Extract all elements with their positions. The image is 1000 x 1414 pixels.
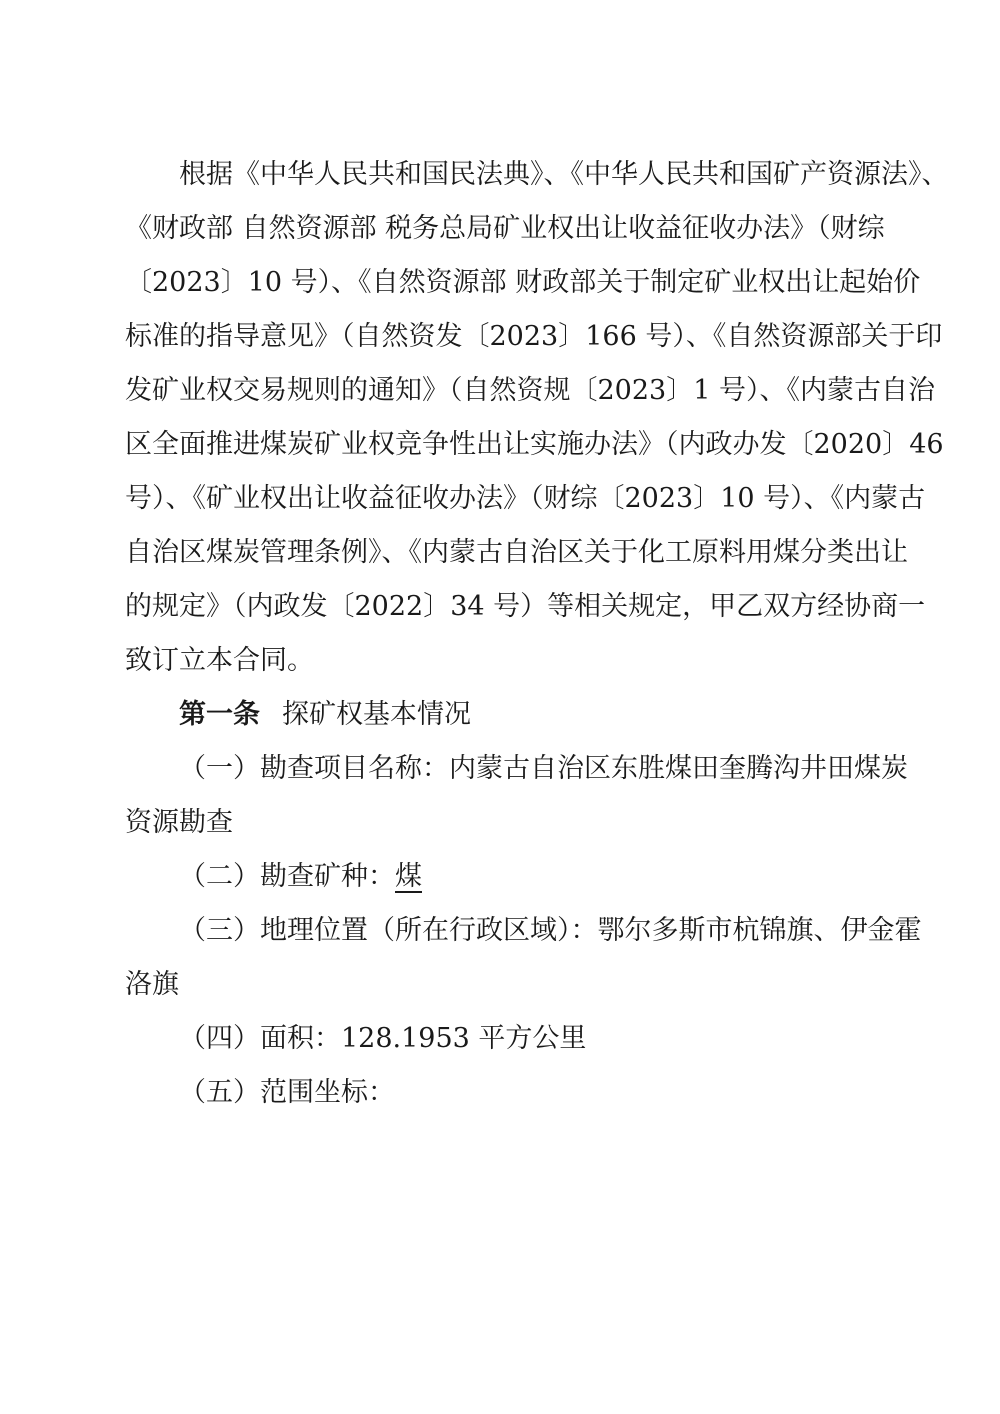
intro-line: 标准的指导意见》（自然资发〔2023〕166 号）、《自然资源部关于印 [125, 321, 943, 352]
item-label: （三）地理位置（所在行政区域）： [179, 915, 598, 946]
article-heading [125, 688, 875, 742]
document-body [125, 148, 949, 1120]
item-location [125, 904, 922, 1012]
intro-line: 根据《中华人民共和国民法典》、《中华人民共和国矿产资源法》、 [179, 159, 949, 190]
item-line [125, 850, 875, 904]
item-line [125, 904, 922, 958]
item-mineral-type [125, 850, 875, 904]
item-line [125, 1066, 875, 1120]
item-label: （四）面积： [179, 1023, 341, 1054]
intro-line: 《财政部 自然资源部 税务总局矿业权出让收益征收办法》（财综 [125, 213, 885, 244]
item-label: （一）勘查项目名称： [179, 753, 449, 784]
article-number: 第一条 [179, 699, 260, 730]
item-line [125, 1012, 875, 1066]
article-title: 探矿权基本情况 [282, 699, 471, 730]
item-coordinates [125, 1066, 875, 1120]
intro-line: 号）、《矿业权出让收益征收办法》（财综〔2023〕10 号）、《内蒙古 [125, 483, 926, 514]
intro-line: 〔2023〕10 号）、《自然资源部 财政部关于制定矿业权出让起始价 [125, 267, 921, 298]
item-value: 鄂尔多斯市杭锦旗、伊金霍 [597, 915, 922, 946]
intro-line: 区全面推进煤炭矿业权竞争性出让实施办法》（内政办发〔2020〕46 [125, 429, 944, 460]
item-line [125, 742, 908, 796]
item-value: 128.1953 平方公里 [341, 1023, 587, 1054]
item-line: 资源勘查 [125, 807, 233, 838]
intro-line: 发矿业权交易规则的通知》（自然资规〔2023〕1 号）、《内蒙古自治 [125, 375, 935, 406]
item-value: 内蒙古自治区东胜煤田奎腾沟井田煤炭 [449, 753, 908, 784]
item-label: （五）范围坐标： [179, 1077, 395, 1108]
intro-line: 的规定》（内政发〔2022〕34 号）等相关规定，甲乙双方经协商一 [125, 591, 926, 622]
intro-line: 致订立本合同。 [125, 645, 314, 676]
intro-line: 自治区煤炭管理条例》、《内蒙古自治区关于化工原料用煤分类出让 [125, 537, 908, 568]
item-value: 煤 [395, 861, 422, 892]
item-label: （二）勘查矿种： [179, 861, 395, 892]
intro-paragraph [125, 148, 949, 688]
item-area [125, 1012, 875, 1066]
item-line: 洛旗 [125, 969, 179, 1000]
item-project-name [125, 742, 908, 850]
